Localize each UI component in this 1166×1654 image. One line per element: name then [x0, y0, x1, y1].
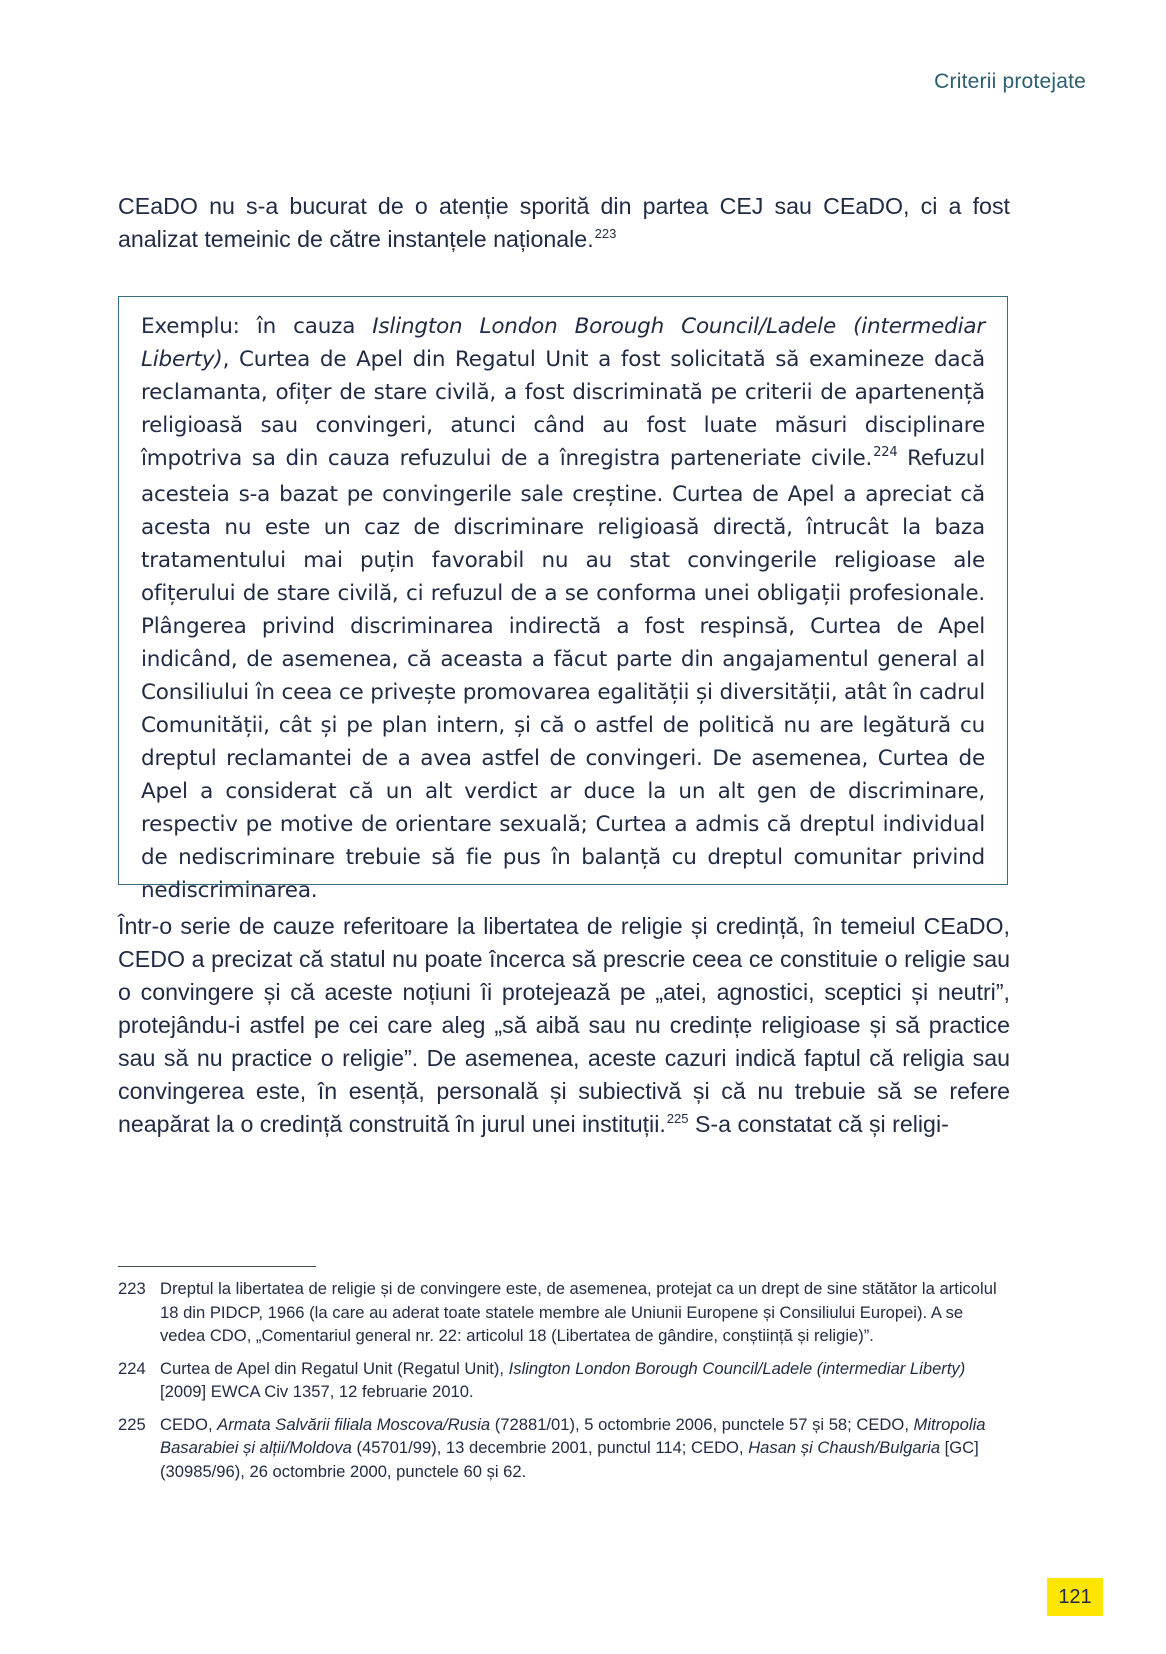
- running-header: Criterii protejate: [934, 70, 1086, 93]
- footnote-suffix: [GC] (30985/96), 26 octombrie 2000, punctele 60 și 62.: [160, 1438, 979, 1481]
- example-text-part2: Refuzul acesteia s-a bazat pe convingerile sale creștine. Curtea de Apel a apreciat că acesta nu este un caz de discriminare religioasă directă, întrucât la baza tratamentului mai puțin favorabil nu au stat convingerile religioase ale ofițerului de stare civilă, ci refuzul de a se conforma unei obligații profesionale. Plângerea privind discriminarea indirectă a fost respinsă, Curtea de Apel indicând, de asemenea, că aceasta a făcut parte din angajamentul general al Consiliului în ceea ce privește promovarea egalității și diversității, atât în cadrul Comunității, cât și pe plan intern, și că o astfel de politică nu are legătură cu dreptul reclamantei de a avea astfel de convingeri. De asemenea, Curtea de Apel a considerat că un alt verdict ar duce la un alt gen de discriminare, respectiv pe motive de orientare sexuală; Curtea a admis că dreptul individual de nediscriminare trebuie să fie pus în balanță cu dreptul comunitar privind nediscriminarea.: [141, 446, 986, 903]
- paragraph-religion-text: Într-o serie de cauze referitoare la libertatea de religie și credință, în temeiul CEaDO, CEDO a precizat că statul nu poate încerca să prescrie ceea ce constituie o religie sau o convingere și că aceste noțiuni îi protejează pe „atei, agnostici, sceptici și neutri”, protejându-i astfel pe cei care aleg „să aibă sau nu credințe religioase și să practice sau să nu practice o religie”. De asemenea, aceste cazuri indică faptul că religia sau convingerea este, în esență, personală și subiectivă și că nu trebuie să se refere neapărat la o credință construită în jurul unei instituții.: [118, 913, 1010, 1137]
- footnote-mid: (72881/01), 5 octombrie 2006, punctele 57 și 58; CEDO,: [490, 1414, 914, 1434]
- footnote-ref-225[interactable]: 225: [666, 1111, 689, 1126]
- footnote-text: Dreptul la libertatea de religie și de convingere este, de asemenea, protejat ca un drept de sine stătător la articolul 18 din PIDCP, 1966 (la care au aderat toate statele membre ale Uniunii Europene și Consiliului Europei). A se vedea CDO, „Comentariul general nr. 22: articolul 18 (Libertatea de gândire, conștiință și religie)”.: [160, 1279, 997, 1345]
- page-number-badge: 121: [1047, 1578, 1103, 1616]
- footnote-mid: (45701/99), 13 decembrie 2001, punctul 114; CEDO,: [351, 1438, 749, 1457]
- footnote-225: [118, 1413, 998, 1484]
- example-lead: Exemplu: în cauza: [141, 314, 373, 339]
- footnote-case-name: Islington London Borough Council/Ladele (intermediar Liberty): [508, 1358, 966, 1378]
- footnotes-section: [118, 1277, 998, 1492]
- paragraph-intro: [118, 190, 1010, 259]
- footnote-divider: [118, 1266, 316, 1267]
- footnote-number: 225: [118, 1414, 146, 1434]
- footnote-case-name: Hasan și Chaush/Bulgaria: [748, 1438, 941, 1457]
- footnote-case-name: Mitropolia Basarabiei și alții/Moldova: [160, 1414, 986, 1457]
- footnote-prefix: Curtea de Apel din Regatul Unit (Regatul Unit),: [160, 1358, 509, 1378]
- paragraph-religion-continuation: S-a constatat că și religi-: [688, 1111, 949, 1137]
- footnote-number: 224: [118, 1358, 146, 1378]
- paragraph-religion: [118, 910, 1010, 1144]
- footnote-case-name: Armata Salvării filiala Moscova/Rusia: [217, 1414, 491, 1434]
- footnote-224: [118, 1357, 998, 1404]
- paragraph-intro-text: CEaDO nu s-a bucurat de o atenție sporită din partea CEJ sau CEaDO, ci a fost analizat temeinic de către instanțele naționale.: [118, 193, 1010, 252]
- footnote-text: [160, 1357, 998, 1404]
- example-text-part1: , Curtea de Apel din Regatul Unit a fost solicitată să examineze dacă reclamanta, ofițer de stare civilă, a fost discriminată pe criterii de apartenență religioasă sau convingeri, atunci când au fost luate măsuri disciplinare împotriva sa din cauza refuzului de a înregistra parteneriate civile.: [141, 347, 985, 471]
- footnote-223: [118, 1277, 998, 1348]
- example-case-name: Islington London Borough Council/Ladele (intermediar Liberty): [141, 314, 985, 372]
- example-box: [118, 296, 1008, 903]
- footnote-number: 223: [118, 1279, 146, 1298]
- footnote-prefix: CEDO,: [160, 1414, 218, 1434]
- footnote-ref-223[interactable]: 223: [594, 226, 617, 241]
- footnote-text: [160, 1413, 998, 1484]
- footnote-ref-224[interactable]: 224: [873, 445, 898, 460]
- footnote-suffix: [2009] EWCA Civ 1357, 12 februarie 2010.: [160, 1382, 474, 1401]
- example-box-text: [141, 310, 985, 907]
